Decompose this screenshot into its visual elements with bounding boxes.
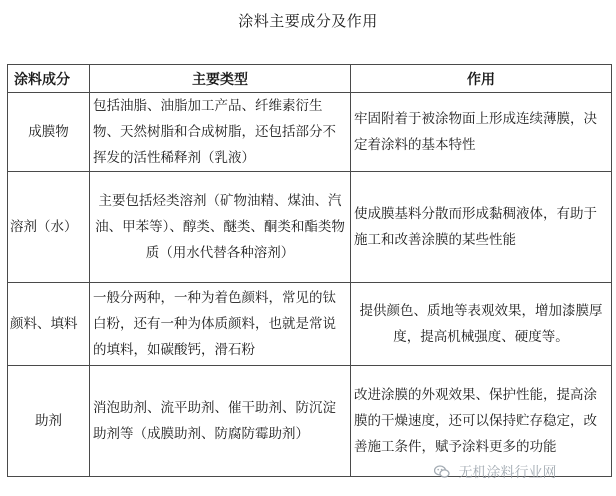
table-row: [8, 93, 612, 172]
component-name: 成膜物: [8, 93, 90, 172]
header-function: 作用: [351, 65, 612, 93]
watermark: [434, 462, 556, 482]
component-function: 使成膜基料分散而形成黏稠液体，有助于施工和改善涂膜的某些性能: [351, 172, 612, 283]
component-types: 主要包括烃类溶剂（矿物油精、煤油、汽油、甲苯等）、醇类、醚类、酮类和酯类物质（用水代替各种溶剂）: [90, 172, 351, 283]
component-types: 一般分两种，一种为着色颜料，常见的钛白粉，还有一种为体质颜料，也就是常说的填料，如碳酸钙，滑石粉: [90, 283, 351, 366]
table-row: [8, 172, 612, 283]
table-row: [8, 283, 612, 366]
component-types: 消泡助剂、流平助剂、催干助剂、防沉淀助剂等（成膜助剂、防腐防霉助剂）: [90, 366, 351, 477]
header-types: 主要类型: [90, 65, 351, 93]
component-function: 改进涂膜的外观效果、保护性能，提高涂膜的干燥速度，还可以保持贮存稳定，改善施工条件，赋予涂料更多的功能: [351, 366, 612, 477]
components-table: [7, 64, 612, 477]
watermark-text: 无机涂料行业网: [458, 465, 557, 481]
document-title: 涂料主要成分及作用: [238, 12, 378, 30]
header-component: 涂料成分: [8, 65, 90, 93]
component-name: 颜料、填料: [8, 283, 90, 366]
component-name: 助剂: [8, 366, 90, 477]
table-row: [8, 366, 612, 477]
component-function: 提供颜色、质地等表观效果，增加漆膜厚度，提高机械强度、硬度等。: [351, 283, 612, 366]
component-function: 牢固附着于被涂物面上形成连续薄膜，决定着涂料的基本特性: [351, 93, 612, 172]
wechat-logo-icon: [434, 465, 450, 479]
table-header-row: [8, 65, 612, 93]
component-types: 包括油脂、油脂加工产品、纤维素衍生物、天然树脂和合成树脂，还包括部分不挥发的活性稀释剂（乳液）: [90, 93, 351, 172]
component-name: 溶剂（水）: [8, 172, 90, 283]
